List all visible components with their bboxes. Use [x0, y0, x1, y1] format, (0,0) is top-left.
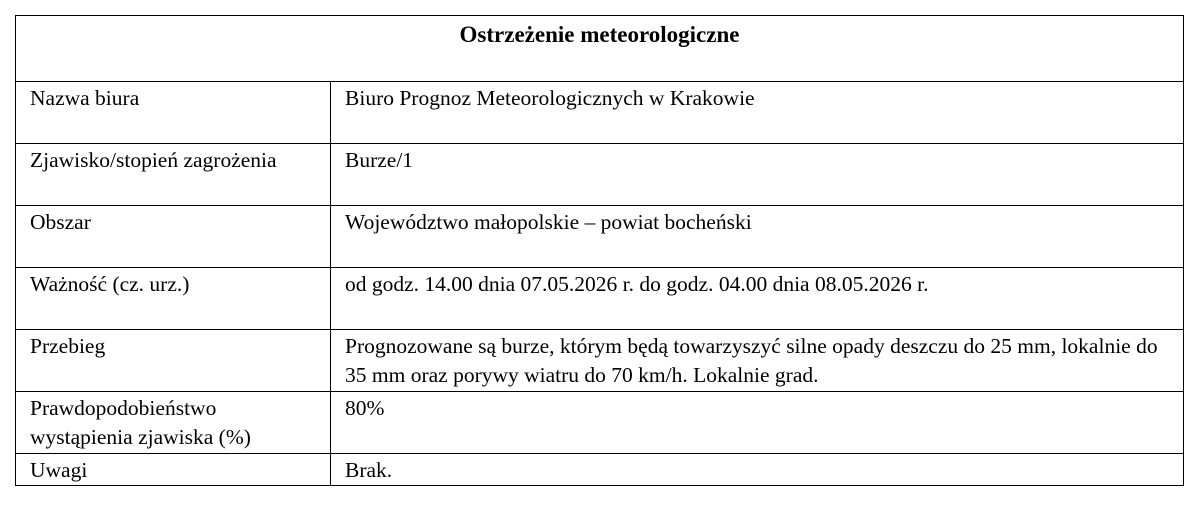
table-title: Ostrzeżenie meteorologiczne: [16, 16, 1184, 82]
table-row: [16, 144, 1184, 206]
row-value-validity: od godz. 14.00 dnia 07.05.2026 r. do godz. 04.00 dnia 08.05.2026 r.: [331, 268, 1184, 330]
table-row: [16, 392, 1184, 454]
table-row: [16, 330, 1184, 392]
row-label-course: Przebieg: [16, 330, 331, 392]
row-value-course: Prognozowane są burze, którym będą towarzyszyć silne opady deszczu do 25 mm, lokalnie do 35 mm oraz porywy wiatru do 70 km/h. Lokalnie grad.: [331, 330, 1184, 392]
row-label-office: Nazwa biura: [16, 82, 331, 144]
row-label-validity: Ważność (cz. urz.): [16, 268, 331, 330]
row-label-probability: Prawdopodobieństwo wystąpienia zjawiska (%): [16, 392, 331, 454]
row-label-area: Obszar: [16, 206, 331, 268]
table-row: [16, 206, 1184, 268]
row-label-remarks: Uwagi: [16, 454, 331, 486]
row-value-phenomenon: Burze/1: [331, 144, 1184, 206]
row-value-office: Biuro Prognoz Meteorologicznych w Krakowie: [331, 82, 1184, 144]
row-value-remarks: Brak.: [331, 454, 1184, 486]
title-row: [16, 16, 1184, 82]
row-label-phenomenon: Zjawisko/stopień zagrożenia: [16, 144, 331, 206]
table-row: [16, 82, 1184, 144]
row-value-area: Województwo małopolskie – powiat bocheński: [331, 206, 1184, 268]
table-row: [16, 268, 1184, 330]
row-value-probability: 80%: [331, 392, 1184, 454]
table-row: [16, 454, 1184, 486]
warning-table: [15, 15, 1184, 486]
